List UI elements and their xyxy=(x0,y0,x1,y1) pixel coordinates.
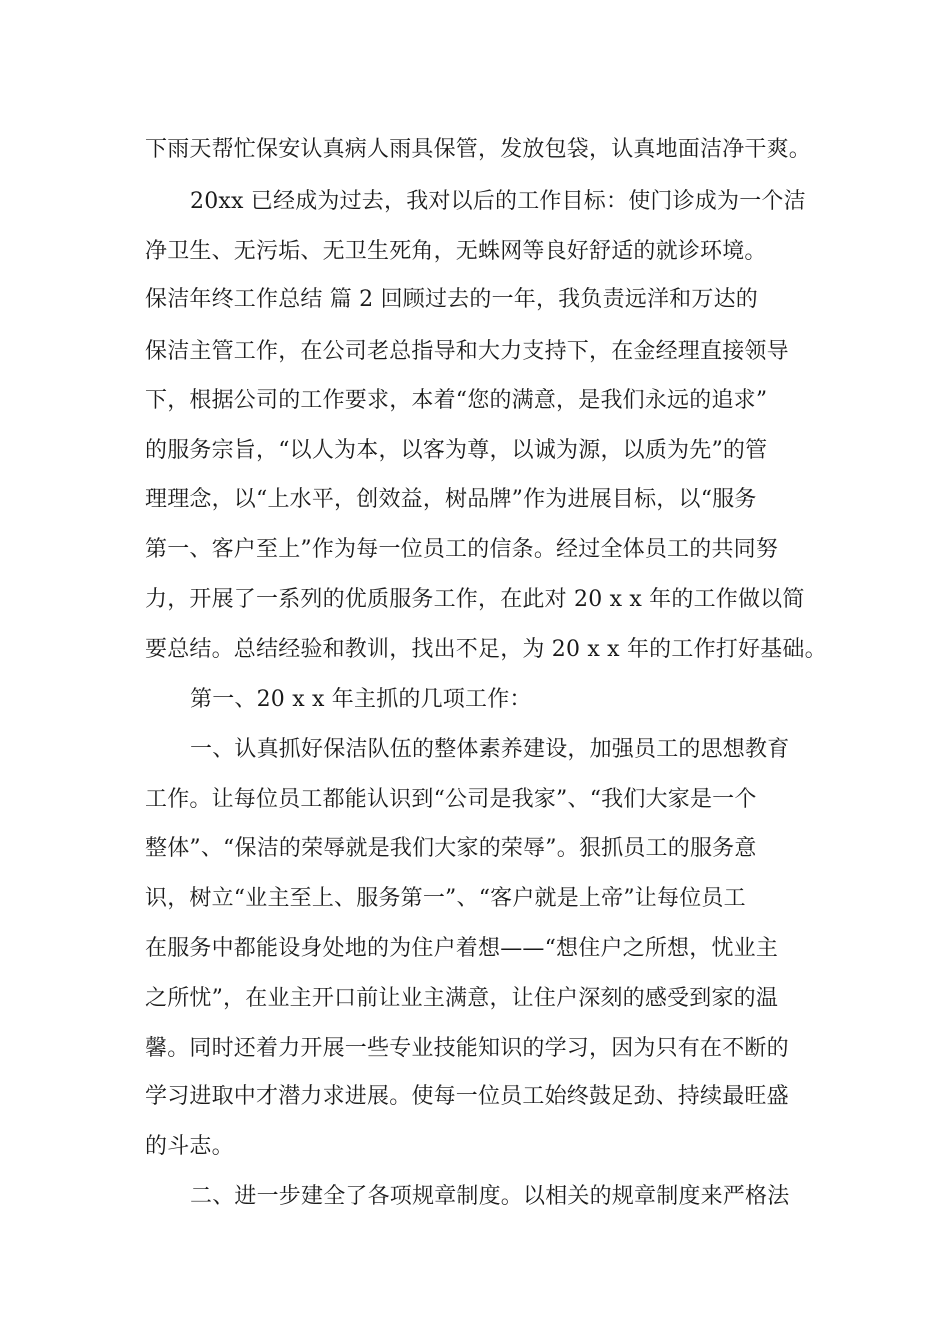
text-line-20: 学习进取中才潜力求进展。使每一位员工始终鼓足劲、持续最旺盛 xyxy=(145,1084,789,1109)
text-line-1: 下雨天帮忙保安认真病人雨具保管，发放包袋，认真地面洁净干爽。 xyxy=(145,137,812,162)
text-line-11: 要总结。总结经验和教训，找出不足，为 20 x x 年的工作打好基础。 xyxy=(145,637,827,662)
text-line-17: 在服务中都能设身处地的为住户着想——“想住户之所想，忧业主 xyxy=(145,936,779,961)
text-line-3: 净卫生、无污垢、无卫生死角，无蛛网等良好舒适的就诊环境。 xyxy=(145,239,767,264)
text-line-10: 力，开展了一系列的优质服务工作，在此对 20 x x 年的工作做以简 xyxy=(145,587,805,612)
text-line-15: 整体”、“保洁的荣辱就是我们大家的荣辱”。狠抓员工的服务意 xyxy=(145,836,757,861)
text-line-9: 第一、客户至上”作为每一位员工的信条。经过全体员工的共同努 xyxy=(145,537,779,562)
text-line-18: 之所忧”，在业主开口前让业主满意，让住户深刻的感受到家的温 xyxy=(145,986,779,1011)
text-line-2: 20xx 已经成为过去，我对以后的工作目标：使门诊成为一个洁 xyxy=(190,189,806,214)
text-line-12: 第一、20 x x 年主抓的几项工作： xyxy=(190,687,532,712)
text-line-6: 下，根据公司的工作要求，本着“您的满意，是我们永远的追求” xyxy=(145,388,768,413)
text-line-21: 的斗志。 xyxy=(145,1134,234,1159)
text-line-13: 一、认真抓好保洁队伍的整体素养建设，加强员工的思想教育 xyxy=(190,737,790,762)
text-line-8: 理理念，以“上水平，创效益，树品牌”作为进展目标，以“服务 xyxy=(145,487,757,512)
text-line-16: 识，树立“业主至上、服务第一”、“客户就是上帝”让每位员工 xyxy=(145,886,746,911)
text-line-7: 的服务宗旨，“以人为本，以客为尊，以诚为源，以质为先”的管 xyxy=(145,438,768,463)
text-line-5: 保洁主管工作，在公司老总指导和大力支持下，在金经理直接领导 xyxy=(145,339,789,364)
text-line-4-section-heading: 保洁年终工作总结 篇 2 回顾过去的一年，我负责远洋和万达的 xyxy=(145,287,758,312)
text-line-22: 二、进一步建全了各项规章制度。以相关的规章制度来严格法 xyxy=(190,1184,790,1209)
text-line-19: 馨。同时还着力开展一些专业技能知识的学习，因为只有在不断的 xyxy=(145,1036,789,1061)
text-line-14: 工作。让每位员工都能认识到“公司是我家”、“我们大家是一个 xyxy=(145,787,757,812)
